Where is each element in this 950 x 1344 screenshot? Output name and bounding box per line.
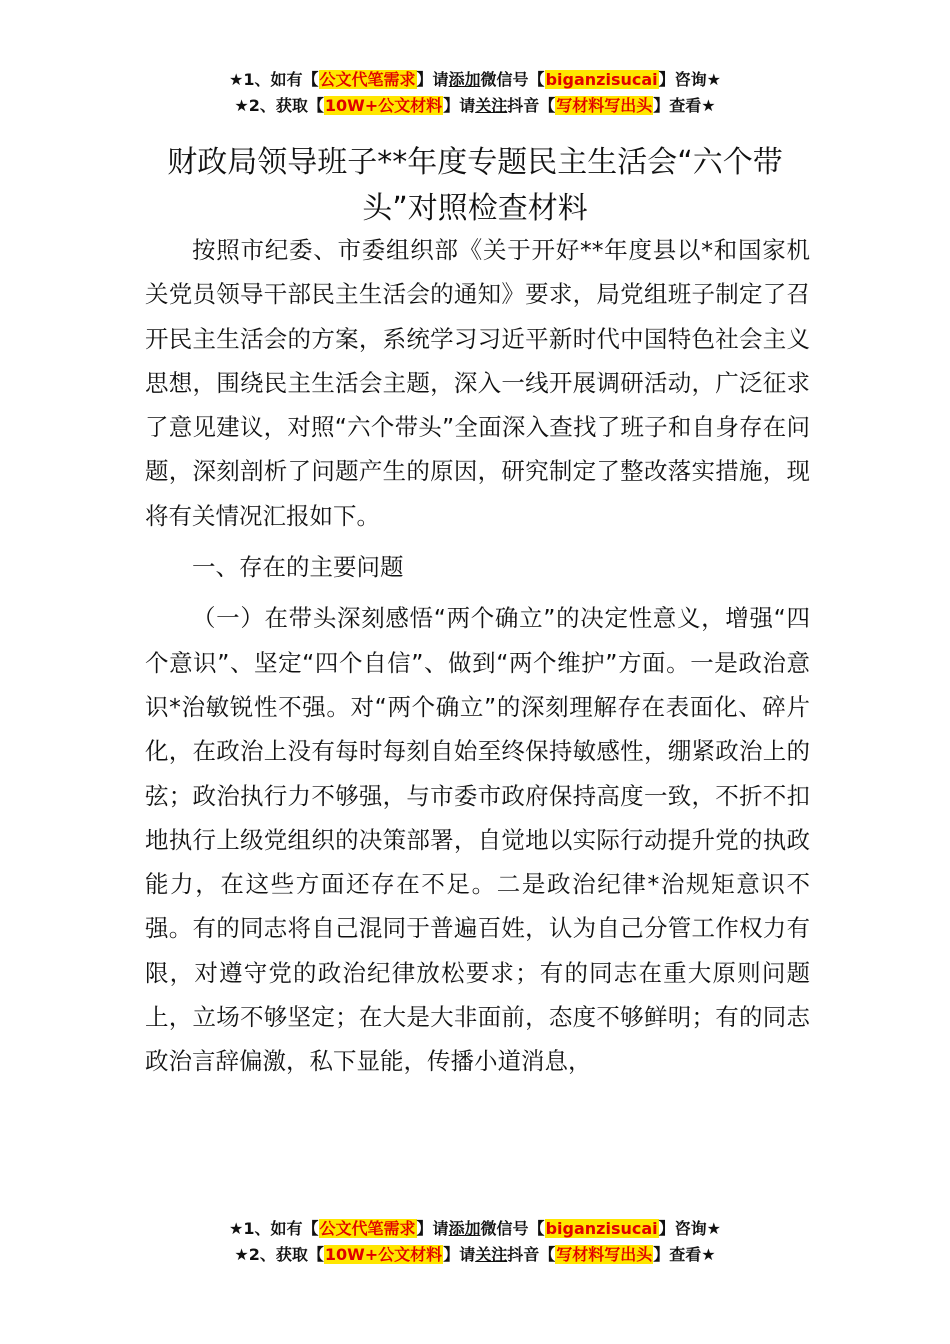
intro-paragraph: 按照市纪委、市委组织部《关于开好**年度县以*和国家机关党员领导干部民主生活会的通知》要求，局党组班子制定了召开民主生活会的方案，系统学习习近平新时代中国特色社会主义思想，围绕民主生活会主题，深入一线开展调研活动，广泛征求了意见建议，对照“六个带头”全面深入查找了班子和自身存在问题，深刻剖析了问题产生的原因，研究制定了整改落实措施，现将有关情况汇报如下。 [145, 236, 810, 530]
banner-highlight: 写材料写出头 [556, 1245, 653, 1264]
banner-line-1: ★1、如有【公文代笔需求】请添加微信号【biganzisucai】咨询★ [229, 70, 721, 89]
document-body [145, 228, 810, 1084]
banner-line-2: ★2、获取【10W+公文材料】请关注抖音【写材料写出头】查看★ [234, 96, 716, 115]
bottom-banner [0, 1216, 950, 1268]
banner-highlight: 公文代笔需求 [319, 70, 416, 89]
top-banner [0, 67, 950, 119]
banner-highlight: biganzisucai [545, 70, 658, 89]
banner-line-2: ★2、获取【10W+公文材料】请关注抖音【写材料写出头】查看★ [234, 1245, 716, 1264]
banner-highlight: 公文代笔需求 [319, 1219, 416, 1238]
document-title: 财政局领导班子**年度专题民主生活会“六个带头”对照检查材料 [167, 145, 783, 227]
section-heading: 一、存在的主要问题 [192, 553, 404, 582]
banner-highlight: 10W+公文材料 [324, 1245, 443, 1264]
body-paragraph: （一）在带头深刻感悟“两个确立”的决定性意义，增强“四个意识”、坚定“四个自信”、做到“两个维护”方面。一是政治意识*治敏锐性不强。对“两个确立”的深刻理解存在表面化、碎片化，在政治上没有每时每刻自始至终保持敏感性，绷紧政治上的弦；政治执行力不够强，与市委市政府保持高度一致，不折不扣地执行上级党组织的决策部署，自觉地以实际行动提升党的执政能力，在这些方面还存在不足。二是政治纪律*治规矩意识不强。有的同志将自己混同于普遍百姓，认为自己分管工作权力有限，对遵守党的政治纪律放松要求；有的同志在重大原则问题上，立场不够坚定；在大是大非面前，态度不够鲜明；有的同志政治言辞偏激，私下显能，传播小道消息， [145, 604, 810, 1076]
banner-highlight: biganzisucai [545, 1219, 658, 1238]
banner-highlight: 写材料写出头 [556, 96, 653, 115]
banner-line-1: ★1、如有【公文代笔需求】请添加微信号【biganzisucai】咨询★ [229, 1219, 721, 1238]
banner-highlight: 10W+公文材料 [324, 96, 443, 115]
